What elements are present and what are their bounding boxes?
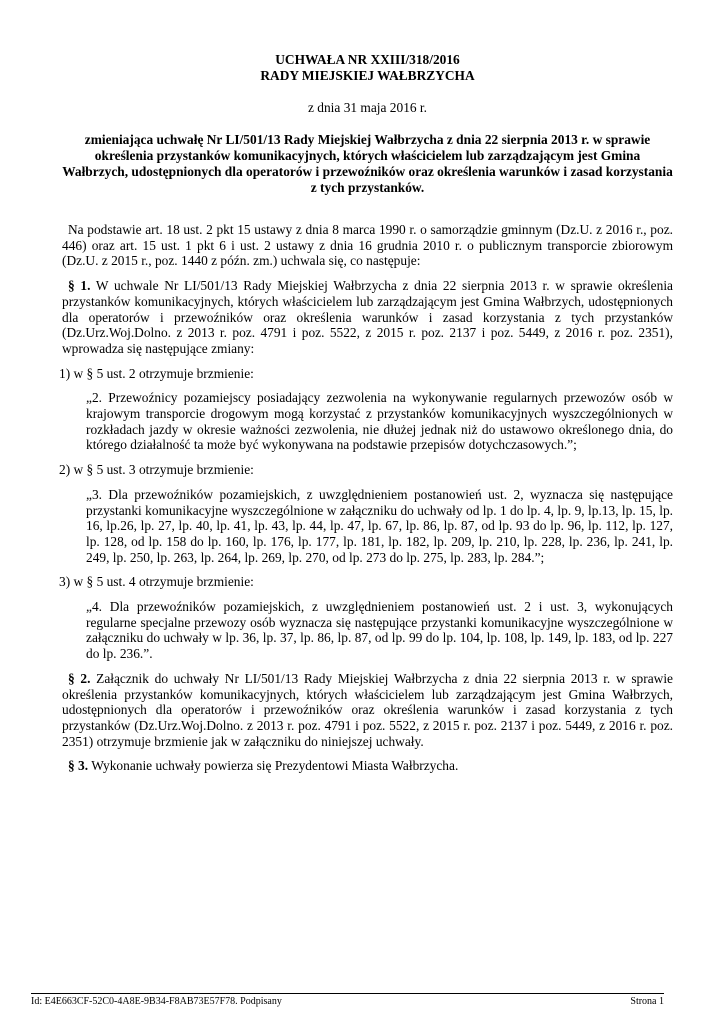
preamble: Na podstawie art. 18 ust. 2 pkt 15 ustawy z dnia 8 marca 1990 r. o samorządzie gminnym (Dz.U. z 2016 r., poz. 446) oraz art. 15 ust. 1 pkt 6 i ust. 2 ustawy z dnia 16 grudnia 2010 r. o publicznym transporcie zbiorowym (Dz.U. z 2015 r., poz. 1440 z późn. zm.) uchwala się, co następuje: — [62, 222, 673, 269]
page-footer — [31, 993, 664, 1008]
amendment-item-2: 2) w § 5 ust. 3 otrzymuje brzmienie: — [59, 462, 254, 478]
document-title — [62, 52, 673, 84]
amendment-quote-1: „2. Przewoźnicy pozamiejscy posiadający zezwolenia na wykonywanie regularnych przewozów osób w krajowym transporcie drogowym mogą korzystać z przystanków komunikacyjnych wyszczególnionych w rozkładach jazdy w okresie ważności zezwolenia, nie dłużej jednak niż do ustawowo określonego dnia, do którego działalność ta może być wykonywana na podstawie przepisów dotychczasowych.”; — [86, 390, 673, 453]
section-3 — [62, 758, 673, 774]
section-1 — [62, 278, 673, 357]
amendment-item-3: 3) w § 5 ust. 4 otrzymuje brzmienie: — [59, 574, 254, 590]
document-id: Id: E4E663CF-52C0-4A8E-9B34-F8AB73E57F78. Podpisany — [31, 996, 282, 1007]
section-3-text: Wykonanie uchwały powierza się Prezydentowi Miasta Wałbrzycha. — [88, 758, 459, 774]
document-subject: zmieniająca uchwałę Nr LI/501/13 Rady Miejskiej Wałbrzycha z dnia 22 sierpnia 2013 r. w sprawie określenia przystanków komunikacyjnych, których właścicielem lub zarządzającym jest Gmina Wałbrzych, udostępnionych dla operatorów i przewoźników oraz określenia warunków i zasad korzystania z tych przystanków. — [62, 132, 673, 195]
document-body — [59, 222, 673, 783]
document-date: z dnia 31 maja 2016 r. — [308, 100, 427, 115]
section-2-text: Załącznik do uchwały Nr LI/501/13 Rady Miejskiej Wałbrzycha z dnia 22 sierpnia 2013 r. w sprawie określenia przystanków komunikacyjnych, których właścicielem lub zarządzającym jest Gmina Wałbrzych, udostępnionych dla operatorów i przewoźników oraz określenia warunków i zasad korzystania z tych przystanków (Dz.Urz.Woj.Dolno. z 2013 r. poz. 4791 i poz. 5522, z 2015 r. poz. 2137 i poz. 5449, z 2016 r. poz. 2351) otrzymuje brzmienie jak w załączniku do niniejszej uchwały. — [62, 670, 673, 749]
section-1-label: § 1. — [68, 278, 91, 294]
section-1-text: W uchwale Nr LI/501/13 Rady Miejskiej Wałbrzycha z dnia 22 sierpnia 2013 r. w sprawie określenia przystanków komunikacyjnych, których właścicielem lub zarządzającym jest Gmina Wałbrzych, udostępnionych dla operatorów i przewoźników oraz określenia warunków i zasad korzystania z tych przystanków (Dz.Urz.Woj.Dolno. z 2013 r. poz. 4791 i poz. 5522, z 2015 r. poz. 2137 i poz. 5449, z 2016 r. poz. 2351), wprowadza się następujące zmiany: — [62, 278, 673, 356]
title-line-2: RADY MIEJSKIEJ WAŁBRZYCHA — [260, 68, 475, 83]
section-2 — [62, 671, 673, 750]
page-number: Strona 1 — [630, 996, 664, 1007]
section-2-label: § 2. — [68, 670, 91, 686]
title-line-1: UCHWAŁA NR XXIII/318/2016 — [275, 52, 460, 67]
amendment-item-1: 1) w § 5 ust. 2 otrzymuje brzmienie: — [59, 365, 254, 381]
section-3-label: § 3. — [68, 758, 89, 774]
amendment-quote-2: „3. Dla przewoźników pozamiejskich, z uwzględnieniem postanowień ust. 2, wyznacza się następujące przystanki komunikacyjne wyszczególnione w załączniku do uchwały od lp. 1 do lp. 4, lp. 9, lp.13, lp. 15, lp. 16, lp.26, lp. 27, lp. 40, lp. 41, lp. 43, lp. 44, lp. 47, lp. 67, lp. 86, lp. 87, od lp. 93 do lp. 96, lp. 112, lp. 127, lp. 128, od lp. 158 do lp. 160, lp. 176, lp. 177, lp. 181, lp. 182, lp. 209, lp. 210, lp. 228, lp. 236, lp. 241, lp. 249, lp. 250, lp. 263, lp. 264, lp. 269, lp. 270, od lp. 273 do lp. 275, lp. 283, lp. 284.”; — [86, 486, 673, 565]
amendment-quote-3: „4. Dla przewoźników pozamiejskich, z uwzględnieniem postanowień ust. 2 i ust. 3, wykonujących regularne specjalne przewozy osób wyznacza się następujące przystanki komunikacyjne wyszczególnione w załączniku do uchwały w lp. 36, lp. 37, lp. 86, lp. 87, od lp. 99 do lp. 104, lp. 108, lp. 149, lp. 183, od lp. 227 do lp. 236.”. — [86, 599, 673, 662]
